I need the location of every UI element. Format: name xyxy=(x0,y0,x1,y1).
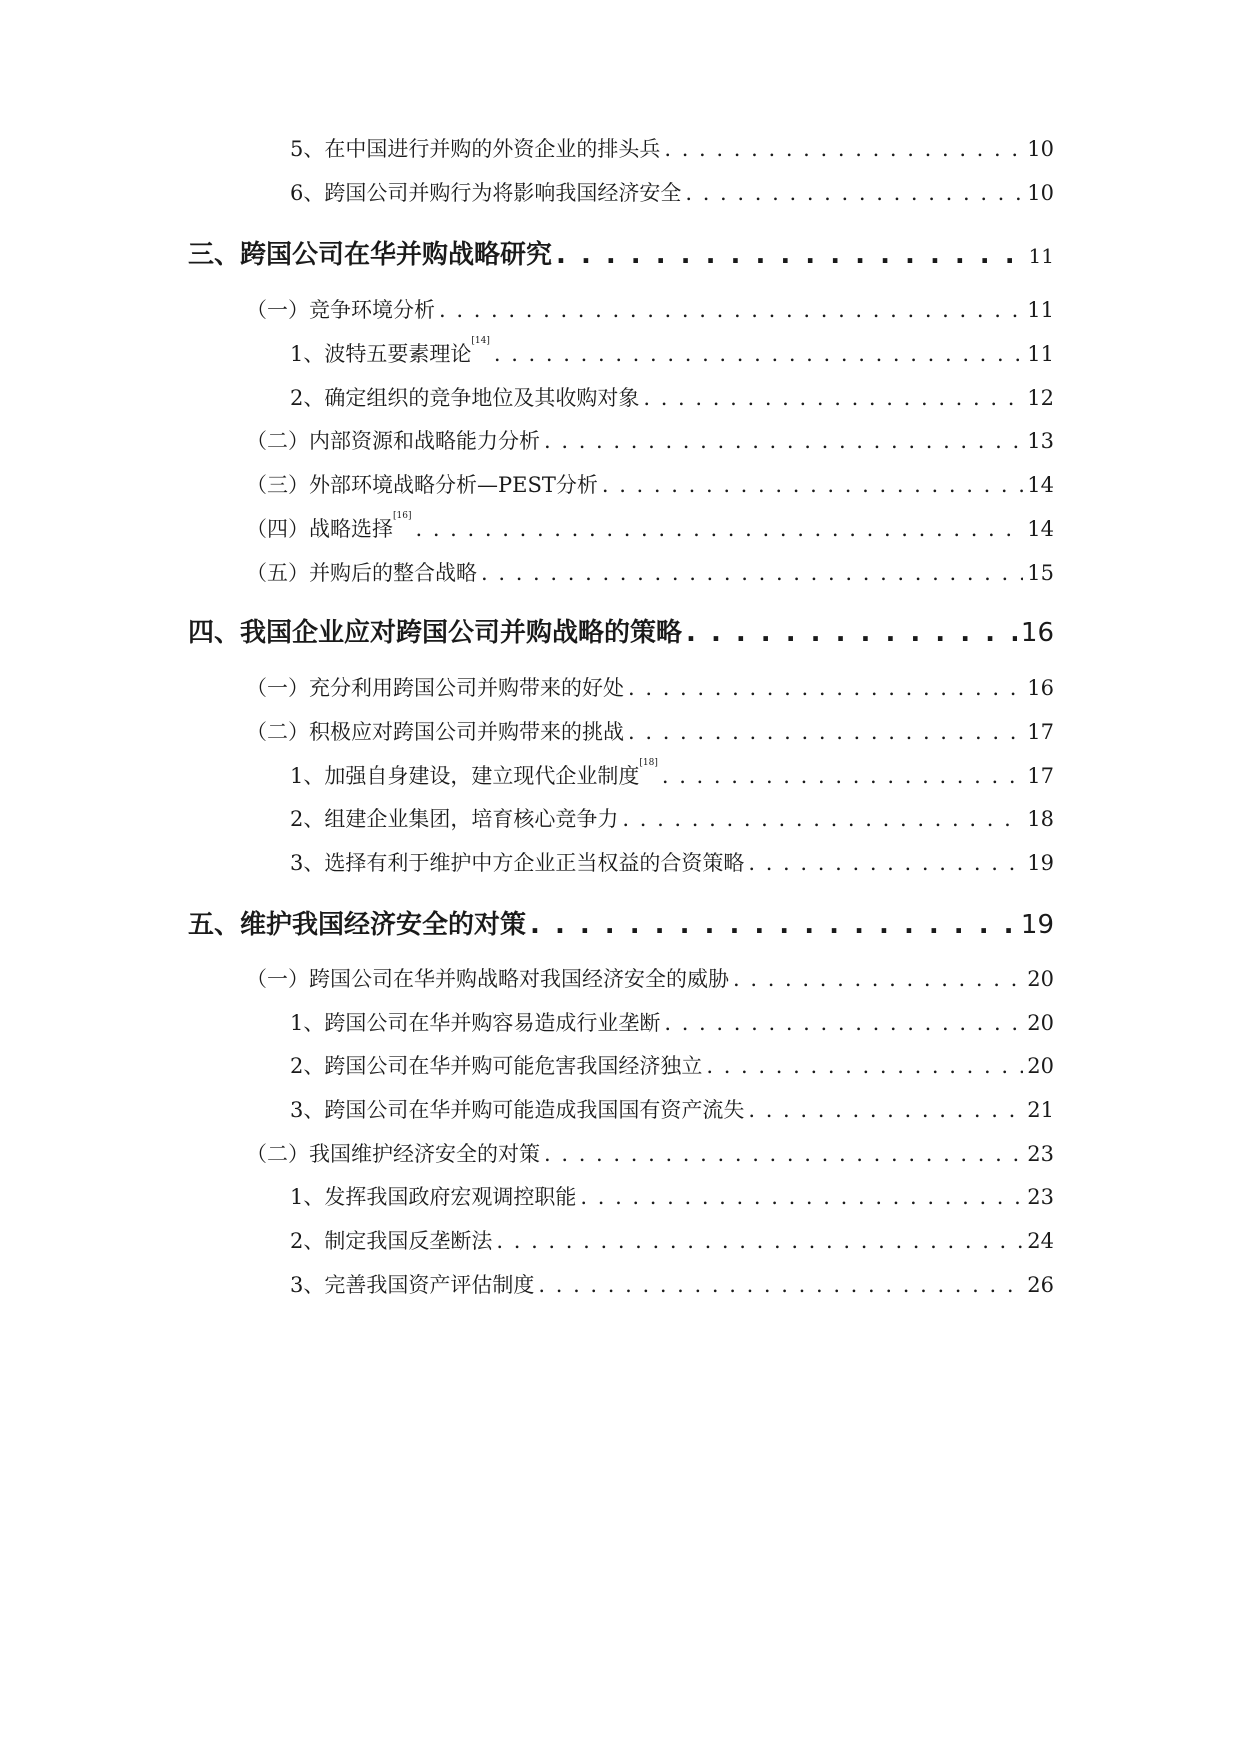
toc-page-number: 19 xyxy=(1027,851,1054,875)
dot-leader xyxy=(662,764,1023,788)
toc-entry[interactable] xyxy=(246,469,1054,499)
toc-page-number: 12 xyxy=(1027,386,1054,410)
toc-chapter-title: 三、跨国公司在华并购战略研究 xyxy=(188,240,553,270)
toc-entry[interactable] xyxy=(290,1007,1054,1037)
toc-page-number: 17 xyxy=(1027,764,1054,788)
dot-leader xyxy=(643,386,1023,410)
toc-entry-title: 3、选择有利于维护中方企业正当权益的合资策略 xyxy=(290,851,745,875)
toc-entry-title: 2、跨国公司在华并购可能危害我国经济独立 xyxy=(290,1054,703,1078)
toc-entry-title: （四）战略选择[16] xyxy=(246,511,412,541)
citation-ref: [14] xyxy=(471,336,490,346)
toc-entry-title: 2、制定我国反垄断法 xyxy=(290,1229,493,1253)
toc-entry-title: （二）积极应对跨国公司并购带来的挑战 xyxy=(246,720,624,744)
toc-page-number: 26 xyxy=(1027,1273,1054,1297)
toc-entry-title: （二）我国维护经济安全的对策 xyxy=(246,1142,540,1166)
dot-leader xyxy=(748,851,1023,875)
toc-entry[interactable] xyxy=(246,425,1054,455)
toc-entry-title: （一）竞争环境分析 xyxy=(246,298,435,322)
toc-page-number: 10 xyxy=(1027,181,1054,205)
dot-leader xyxy=(602,473,1023,497)
toc-entry[interactable] xyxy=(290,382,1054,412)
dot-leader xyxy=(622,807,1023,831)
toc-page-number: 15 xyxy=(1027,561,1054,585)
toc-entry[interactable] xyxy=(290,1094,1054,1124)
dot-leader xyxy=(538,1273,1023,1297)
toc-page-number: 20 xyxy=(1027,1011,1054,1035)
toc-page-number: 23 xyxy=(1027,1142,1054,1166)
toc-entry[interactable] xyxy=(290,1269,1054,1299)
toc-entry-title: 6、跨国公司并购行为将影响我国经济安全 xyxy=(290,181,682,205)
toc-entry-title: （二）内部资源和战略能力分析 xyxy=(246,429,540,453)
dot-leader xyxy=(494,342,1023,366)
dot-leader xyxy=(733,967,1023,991)
toc-entry[interactable] xyxy=(246,963,1054,993)
toc-page-number: 14 xyxy=(1027,517,1054,541)
toc-entry-title: （三）外部环境战略分析—PEST分析 xyxy=(246,473,598,497)
toc-page-number: 21 xyxy=(1027,1098,1054,1122)
toc-entry[interactable] xyxy=(290,177,1054,207)
dot-leader xyxy=(544,1142,1023,1166)
toc-entry[interactable] xyxy=(246,294,1054,324)
dot-leader xyxy=(628,676,1023,700)
citation-ref: [16] xyxy=(393,511,412,521)
toc-entry[interactable] xyxy=(290,338,1054,368)
dot-leader xyxy=(706,1054,1023,1078)
toc-chapter-entry[interactable] xyxy=(188,904,1054,941)
dot-leader xyxy=(439,298,1023,322)
toc-entry[interactable] xyxy=(290,803,1054,833)
toc-entry[interactable] xyxy=(246,557,1054,587)
toc-page-number: 11 xyxy=(1028,244,1054,268)
toc-page-number: 16 xyxy=(1027,676,1054,700)
toc-entry-title: 5、在中国进行并购的外资企业的排头兵 xyxy=(290,137,661,161)
toc-entry-title: 3、跨国公司在华并购可能造成我国国有资产流失 xyxy=(290,1098,745,1122)
toc-entry-title: 2、组建企业集团，培育核心竞争力 xyxy=(290,807,619,831)
toc-page-number: 23 xyxy=(1027,1185,1054,1209)
toc-chapter-title: 四、我国企业应对跨国公司并购战略的策略 xyxy=(188,618,683,648)
toc-page-number: 11 xyxy=(1027,298,1054,322)
toc-page-number: 10 xyxy=(1027,137,1054,161)
toc-entry[interactable] xyxy=(290,1181,1054,1211)
dot-leader xyxy=(664,137,1023,161)
dot-leader xyxy=(748,1098,1023,1122)
toc-page-number: 24 xyxy=(1027,1229,1054,1253)
toc-entry-title: 2、确定组织的竞争地位及其收购对象 xyxy=(290,386,640,410)
toc-chapter-title: 五、维护我国经济安全的对策 xyxy=(188,910,527,940)
toc-page-number: 18 xyxy=(1027,807,1054,831)
toc-chapter-entry[interactable] xyxy=(188,234,1054,271)
toc-entry-title: （一）充分利用跨国公司并购带来的好处 xyxy=(246,676,624,700)
dot-leader xyxy=(415,517,1023,541)
citation-ref: [18] xyxy=(639,758,658,768)
toc-entry[interactable] xyxy=(246,513,1054,543)
dot-leader xyxy=(544,429,1023,453)
toc-chapter-entry[interactable] xyxy=(188,612,1054,649)
toc-page-number: 16 xyxy=(1020,618,1054,648)
dot-leader xyxy=(481,561,1023,585)
toc-page-number: 20 xyxy=(1027,967,1054,991)
toc-entry-title: （一）跨国公司在华并购战略对我国经济安全的威胁 xyxy=(246,967,729,991)
toc-entry-title: （五）并购后的整合战略 xyxy=(246,561,477,585)
toc-entry[interactable] xyxy=(290,133,1054,163)
toc-entry[interactable] xyxy=(290,1225,1054,1255)
toc-entry-title: 1、加强自身建设，建立现代企业制度[18] xyxy=(290,758,658,788)
dot-leader xyxy=(530,910,1017,940)
toc-entry-title: 3、完善我国资产评估制度 xyxy=(290,1273,535,1297)
toc-entry[interactable] xyxy=(290,760,1054,790)
toc-entry[interactable] xyxy=(290,847,1054,877)
toc-page-number: 20 xyxy=(1027,1054,1054,1078)
dot-leader xyxy=(664,1011,1023,1035)
toc-entry[interactable] xyxy=(246,672,1054,702)
dot-leader xyxy=(628,720,1023,744)
dot-leader xyxy=(686,618,1017,648)
toc-entry[interactable] xyxy=(246,1138,1054,1168)
toc-page-number: 11 xyxy=(1027,342,1054,366)
toc-page-number: 14 xyxy=(1027,473,1054,497)
toc-entry[interactable] xyxy=(290,1050,1054,1080)
toc-page-number: 13 xyxy=(1027,429,1054,453)
toc-page-number: 19 xyxy=(1020,910,1054,940)
toc-entry-title: 1、发挥我国政府宏观调控职能 xyxy=(290,1185,577,1209)
toc-entry[interactable] xyxy=(246,716,1054,746)
toc-entry-title: 1、跨国公司在华并购容易造成行业垄断 xyxy=(290,1011,661,1035)
dot-leader xyxy=(556,240,1025,270)
dot-leader xyxy=(580,1185,1023,1209)
toc-entry-title: 1、波特五要素理论[14] xyxy=(290,336,490,366)
toc-page-number: 17 xyxy=(1027,720,1054,744)
dot-leader xyxy=(685,181,1023,205)
dot-leader xyxy=(496,1229,1023,1253)
